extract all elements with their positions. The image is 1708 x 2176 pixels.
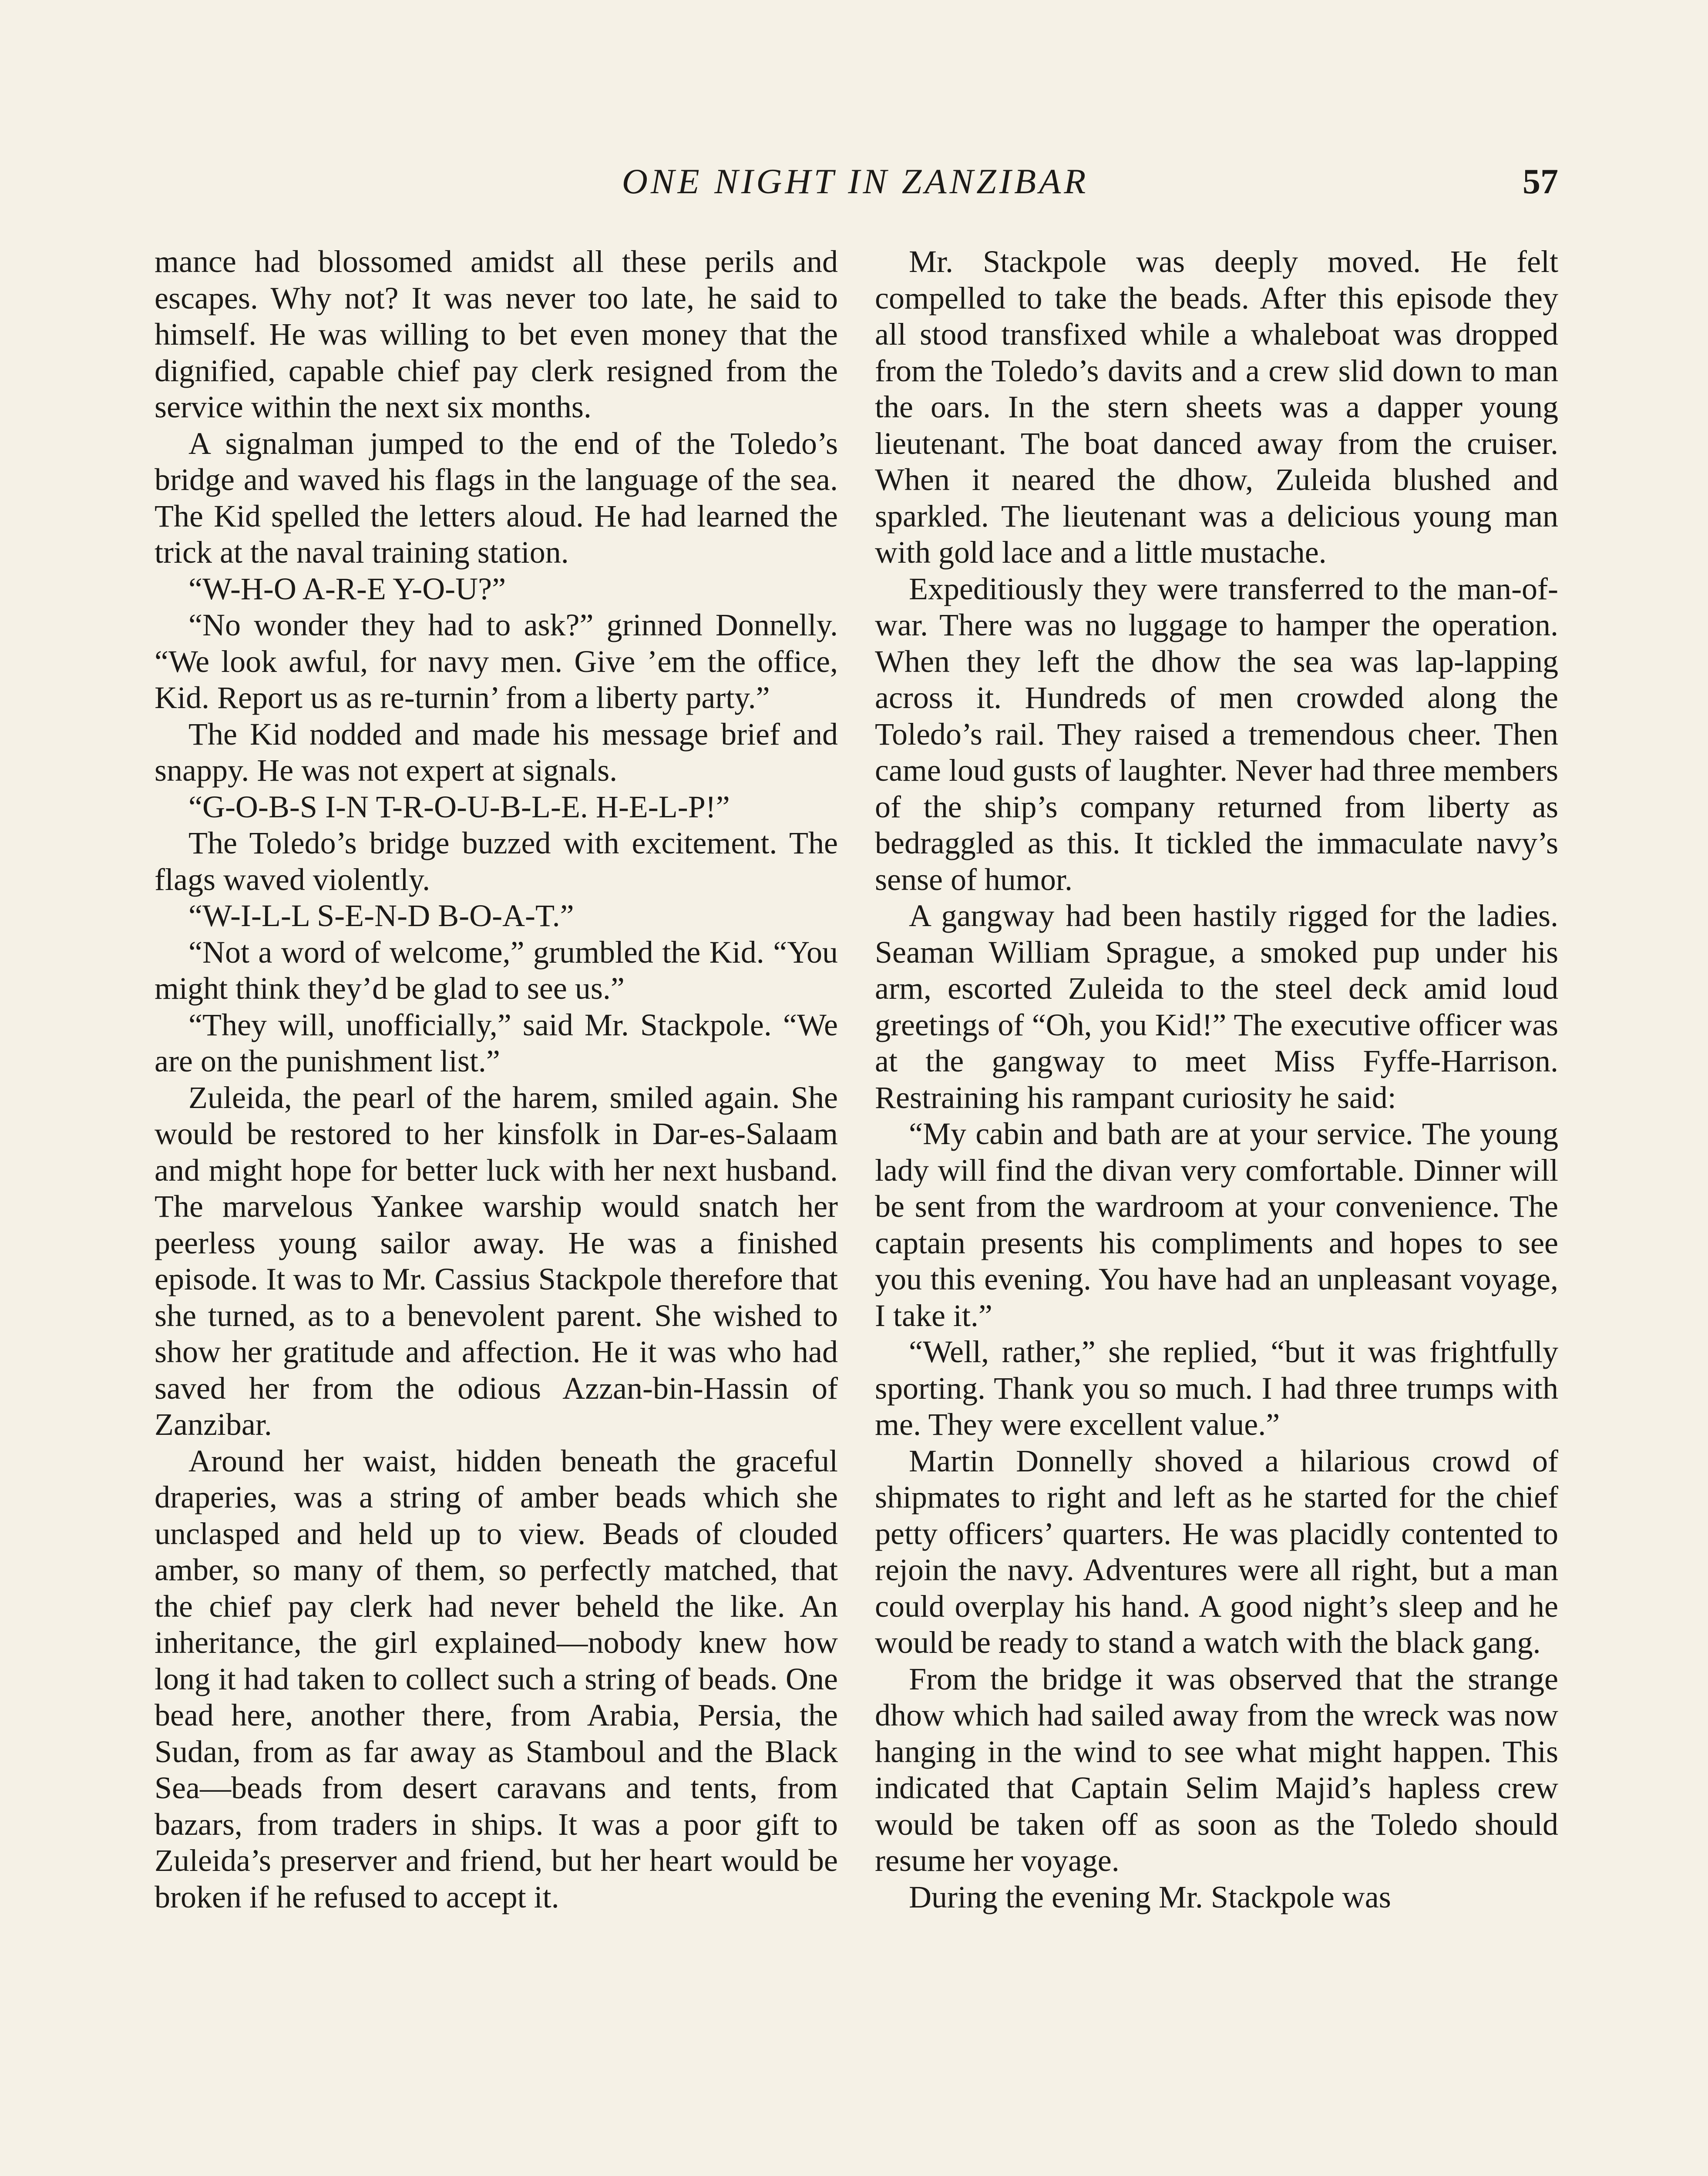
page-number: 57 bbox=[1523, 161, 1558, 201]
left-column bbox=[155, 244, 838, 1915]
page-header bbox=[152, 161, 1558, 213]
paragraph: The Kid nodded and made his message brief and snappy. He was not expert at signals. bbox=[155, 716, 838, 788]
paragraph: “They will, unofficially,” said Mr. Stackpole. “We are on the punishment list.” bbox=[155, 1007, 838, 1078]
paragraph: “Not a word of welcome,” grumbled the Kid. “You might think they’d be glad to see us.” bbox=[155, 934, 838, 1006]
paragraph: “No wonder they had to ask?” grinned Donnelly. “We look awful, for navy men. Give ’em the office, Kid. Report us as re-turnin’ from a liberty party.” bbox=[155, 608, 838, 715]
paragraph: Around her waist, hidden beneath the graceful draperies, was a string of amber beads which she unclasped and held up to view. Beads of clouded amber, so many of them, so perfectly matched, that the chief pay clerk had never beheld the like. An inheritance, the girl explained—nobody knew how long it had taken to collect such a string of beads. One bead here, another there, from Arabia, Persia, the Sudan, from as far away as Stamboul and the Black Sea—beads from desert caravans and tents, from bazars, from traders in ships. It was a poor gift to Zuleida’s preserver and friend, but her heart would be broken if he refused to accept it. bbox=[155, 1443, 838, 1914]
paragraph: “G-O-B-S I-N T-R-O-U-B-L-E. H-E-L-P!” bbox=[188, 789, 730, 824]
paragraph: “My cabin and bath are at your service. The young lady will find the divan very comfortable. Dinner will be sent from the wardroom at your convenience. The captain presents his compliments and hopes to see you this evening. You have had an unpleasant voyage, I take it.” bbox=[875, 1116, 1558, 1333]
paragraph: The Toledo’s bridge buzzed with excitement. The flags waved violently. bbox=[155, 826, 838, 897]
paragraph: “Well, rather,” she replied, “but it was frightfully sporting. Thank you so much. I had three trumps with me. They were excellent value.” bbox=[875, 1334, 1558, 1442]
paragraph: Martin Donnelly shoved a hilarious crowd of shipmates to right and left as he started for the chief petty officers’ quarters. He was placidly contented to rejoin the navy. Adventures were all right, but a man could overplay his hand. A good night’s sleep and he would be ready to stand a watch with the black gang. bbox=[875, 1443, 1558, 1660]
paragraph: A gangway had been hastily rigged for the ladies. Seaman William Sprague, a smoked pup under his arm, escorted Zuleida to the steel deck amid loud greetings of “Oh, you Kid!” The executive officer was at the gangway to meet Miss Fyffe-Harrison. Restraining his rampant curiosity he said: bbox=[875, 898, 1558, 1115]
paragraph: Mr. Stackpole was deeply moved. He felt compelled to take the beads. After this episode they all stood transfixed while a whaleboat was dropped from the Toledo’s davits and a crew slid down to man the oars. In the stern sheets was a dapper young lieutenant. The boat danced away from the cruiser. When it neared the dhow, Zuleida blushed and sparkled. The lieutenant was a delicious young man with gold lace and a little mustache. bbox=[875, 244, 1558, 570]
paragraph: Zuleida, the pearl of the harem, smiled again. She would be restored to her kinsfolk in Dar-es-Salaam and might hope for better luck with her next husband. The marvelous Yankee warship would snatch her peerless young sailor away. He was a finished episode. It was to Mr. Cassius Stackpole therefore that she turned, as to a benevolent parent. She wished to show her gratitude and affection. He it was who had saved her from the odious Azzan-bin-Hassin of Zanzibar. bbox=[155, 1080, 838, 1442]
paragraph: During the evening Mr. Stackpole was bbox=[909, 1879, 1391, 1914]
paragraph: From the bridge it was observed that the strange dhow which had sailed away from the wreck was now hanging in the wind to see what might happen. This indicated that Captain Selim Majid’s hapless crew would be taken off as soon as the Toledo should resume her voyage. bbox=[875, 1661, 1558, 1878]
right-column bbox=[875, 244, 1558, 1915]
paragraph: mance had blossomed amidst all these perils and escapes. Why not? It was never too late, he said to himself. He was willing to bet even money that the dignified, capable chief pay clerk resigned from the service within the next six months. bbox=[155, 244, 838, 424]
paragraph: “W-H-O A-R-E Y-O-U?” bbox=[188, 571, 506, 606]
paragraph: Expeditiously they were transferred to the man-of-war. There was no luggage to hamper the operation. When they left the dhow the sea was lap-lapping across it. Hundreds of men crowded along the Toledo’s rail. They raised a tremendous cheer. Then came loud gusts of laughter. Never had three members of the ship’s company returned from liberty as bedraggled as this. It tickled the immaculate navy’s sense of humor. bbox=[875, 571, 1558, 897]
paragraph: “W-I-L-L S-E-N-D B-O-A-T.” bbox=[188, 898, 574, 933]
running-title: ONE NIGHT IN ZANZIBAR bbox=[622, 161, 1089, 201]
paragraph: A signalman jumped to the end of the Toledo’s bridge and waved his flags in the language of the sea. The Kid spelled the letters aloud. He had learned the trick at the naval training station. bbox=[155, 426, 838, 570]
